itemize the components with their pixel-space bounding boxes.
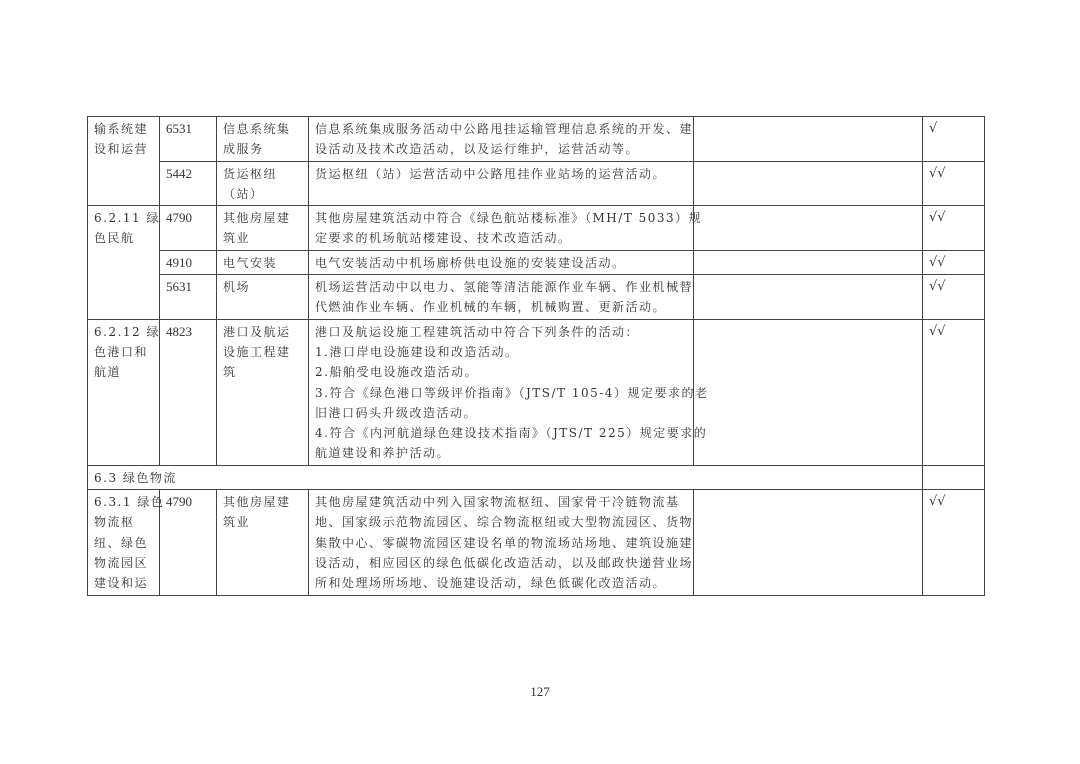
industry-code: 4823 — [160, 319, 217, 465]
text-line: 港口及航运 — [223, 324, 291, 339]
catalog-table-body — [88, 117, 985, 596]
industry-name — [217, 250, 309, 274]
text-line: 纽、绿色 — [94, 535, 149, 550]
check-mark: √ — [923, 117, 985, 162]
empty-cell — [694, 117, 923, 162]
text-line: 筑业 — [223, 231, 251, 246]
category-cell — [88, 206, 160, 319]
text-line: 色民航 — [94, 231, 135, 246]
mark-cell — [923, 465, 985, 489]
category-cell — [88, 319, 160, 465]
text-line: 电气安装活动中机场廊桥供电设施的安装建设活动。 — [315, 255, 626, 270]
text-line: 2.船舶受电设施改造活动。 — [315, 365, 478, 380]
text-line: 其他房屋建 — [223, 495, 291, 510]
empty-cell — [694, 275, 923, 320]
text-line: 航道 — [94, 365, 122, 380]
check-mark: √√ — [923, 161, 985, 206]
description-cell — [309, 161, 694, 206]
text-line: 4.符合《内河航道绿色建设技术指南》（JTS/T 225）规定要求的 — [315, 426, 708, 441]
description-cell — [309, 319, 709, 465]
empty-cell — [694, 161, 923, 206]
text-line: 航道建设和养护活动。 — [315, 446, 451, 461]
check-mark: √√ — [923, 206, 985, 251]
text-line: 货运枢纽 — [223, 166, 278, 181]
text-line: 建设和运 — [94, 576, 149, 591]
text-line: 6.2.11 绿 — [94, 211, 160, 226]
catalog-table — [87, 116, 985, 596]
text-line: 其他房屋建筑活动中列入国家物流枢纽、国家骨干冷链物流基 — [315, 495, 680, 510]
empty-cell — [694, 206, 923, 251]
section-title: 6.3 绿色物流 — [88, 465, 923, 489]
text-line: 筑业 — [223, 515, 251, 530]
text-line: 代燃油作业车辆、作业机械的车辆，机械购置、更新活动。 — [315, 300, 667, 315]
table-row — [88, 250, 985, 274]
text-line: 设活动，相应园区的绿色低碳化改造活动，以及邮政快递营业场 — [315, 555, 694, 570]
text-line: 其他房屋建 — [223, 211, 291, 226]
text-line: 集散中心、零碳物流园区建设名单的物流场站场地、建筑设施建 — [315, 535, 694, 550]
industry-name — [217, 490, 309, 595]
text-line: 货运枢纽（站）运营活动中公路甩挂作业站场的运营活动。 — [315, 166, 667, 181]
text-line: 设施工程建 — [223, 344, 291, 359]
text-line: 其他房屋建筑活动中符合《绿色航站楼标准》（MH/T 5033）规 — [315, 211, 703, 226]
text-line: 设和运营 — [94, 142, 149, 157]
industry-code: 6531 — [160, 117, 217, 162]
text-line: 6.3.1 绿色 — [94, 495, 165, 510]
empty-cell — [694, 490, 923, 595]
industry-code: 5631 — [160, 275, 217, 320]
check-mark: √√ — [923, 275, 985, 320]
text-line: 物流园区 — [94, 555, 149, 570]
text-line: 色港口和 — [94, 344, 149, 359]
check-mark: √√ — [923, 319, 985, 465]
description-cell — [309, 490, 694, 595]
table-row — [88, 161, 985, 206]
description-cell — [309, 275, 694, 320]
check-mark: √√ — [923, 490, 985, 595]
text-line: 地、国家级示范物流园区、综合物流枢纽或大型物流园区、货物 — [315, 515, 694, 530]
category-cell — [88, 117, 160, 206]
industry-name — [217, 117, 309, 162]
industry-code: 5442 — [160, 161, 217, 206]
text-line: 机场 — [223, 280, 251, 295]
text-line: 所和处理场所场地、设施建设活动，绿色低碳化改造活动。 — [315, 576, 667, 591]
text-line: 信息系统集成服务活动中公路甩挂运输管理信息系统的开发、建 — [315, 122, 694, 136]
description-cell — [309, 206, 703, 251]
section-row — [88, 465, 985, 489]
table-row — [88, 206, 985, 251]
industry-code: 4790 — [160, 490, 217, 595]
text-line: （站） — [223, 186, 264, 201]
industry-name — [217, 319, 309, 465]
table-row — [88, 117, 985, 162]
text-line: 定要求的机场航站楼建设、技术改造活动。 — [315, 231, 572, 246]
text-line: 3.符合《绿色港口等级评价指南》（JTS/T 105-4）规定要求的老 — [315, 385, 709, 400]
text-line: 电气安装 — [223, 255, 278, 270]
table-row — [88, 275, 985, 320]
empty-cell — [694, 250, 923, 274]
text-line: 机场运营活动中以电力、氢能等清洁能源作业车辆、作业机械替 — [315, 280, 694, 295]
industry-name — [217, 275, 309, 320]
text-line: 1.港口岸电设施建设和改造活动。 — [315, 344, 519, 359]
industry-code: 4910 — [160, 250, 217, 274]
text-line: 旧港口码头升级改造活动。 — [315, 405, 478, 420]
category-cell — [88, 490, 165, 595]
text-line: 6.2.12 绿 — [94, 324, 160, 339]
page-number: 127 — [530, 684, 550, 699]
industry-name — [217, 206, 309, 251]
empty-cell — [694, 319, 923, 465]
text-line: 成服务 — [223, 142, 264, 157]
text-line: 筑 — [223, 365, 237, 380]
table-row — [88, 319, 985, 465]
text-line: 设活动及技术改造活动，以及运行维护，运营活动等。 — [315, 142, 640, 157]
text-line: 信息系统集 — [223, 122, 291, 136]
check-mark: √√ — [923, 250, 985, 274]
text-line: 物流枢 — [94, 515, 135, 530]
description-cell — [309, 250, 694, 274]
text-line: 输系统建 — [94, 122, 149, 136]
industry-code: 4790 — [160, 206, 217, 251]
text-line: 港口及航运设施工程建筑活动中符合下列条件的活动： — [315, 324, 640, 339]
table-row — [88, 490, 985, 595]
industry-name — [217, 161, 309, 206]
description-cell — [309, 117, 694, 162]
